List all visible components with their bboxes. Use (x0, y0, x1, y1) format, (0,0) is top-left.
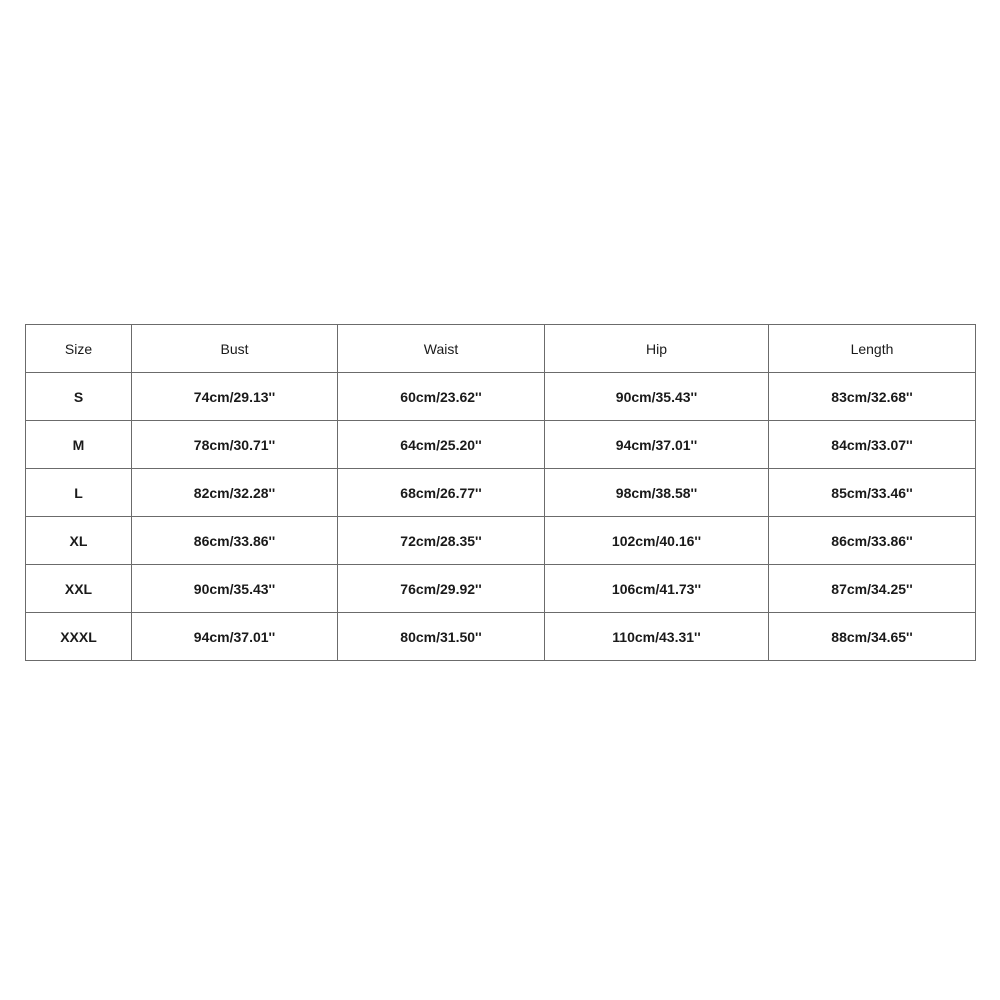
cell-size: XXL (26, 565, 132, 613)
size-chart-table (25, 324, 976, 661)
cell-size: S (26, 373, 132, 421)
header-bust: Bust (132, 325, 338, 373)
cell-bust: 94cm/37.01'' (132, 613, 338, 661)
table-row (26, 517, 976, 565)
cell-hip: 102cm/40.16'' (545, 517, 769, 565)
cell-hip: 106cm/41.73'' (545, 565, 769, 613)
header-size: Size (26, 325, 132, 373)
header-row (26, 325, 976, 373)
cell-bust: 86cm/33.86'' (132, 517, 338, 565)
cell-size: XXXL (26, 613, 132, 661)
table-row (26, 613, 976, 661)
table-header (26, 325, 976, 373)
header-length: Length (769, 325, 976, 373)
cell-size: M (26, 421, 132, 469)
cell-bust: 90cm/35.43'' (132, 565, 338, 613)
cell-size: L (26, 469, 132, 517)
cell-length: 85cm/33.46'' (769, 469, 976, 517)
header-waist: Waist (338, 325, 545, 373)
cell-size: XL (26, 517, 132, 565)
header-hip: Hip (545, 325, 769, 373)
table-row (26, 373, 976, 421)
cell-waist: 60cm/23.62'' (338, 373, 545, 421)
cell-length: 87cm/34.25'' (769, 565, 976, 613)
cell-waist: 64cm/25.20'' (338, 421, 545, 469)
cell-bust: 74cm/29.13'' (132, 373, 338, 421)
table-body (26, 373, 976, 661)
cell-waist: 72cm/28.35'' (338, 517, 545, 565)
cell-hip: 98cm/38.58'' (545, 469, 769, 517)
cell-hip: 90cm/35.43'' (545, 373, 769, 421)
cell-waist: 76cm/29.92'' (338, 565, 545, 613)
cell-length: 84cm/33.07'' (769, 421, 976, 469)
cell-length: 86cm/33.86'' (769, 517, 976, 565)
cell-length: 83cm/32.68'' (769, 373, 976, 421)
cell-bust: 82cm/32.28'' (132, 469, 338, 517)
cell-waist: 80cm/31.50'' (338, 613, 545, 661)
cell-length: 88cm/34.65'' (769, 613, 976, 661)
cell-waist: 68cm/26.77'' (338, 469, 545, 517)
cell-bust: 78cm/30.71'' (132, 421, 338, 469)
cell-hip: 94cm/37.01'' (545, 421, 769, 469)
table-row (26, 469, 976, 517)
table-row (26, 565, 976, 613)
cell-hip: 110cm/43.31'' (545, 613, 769, 661)
table-row (26, 421, 976, 469)
